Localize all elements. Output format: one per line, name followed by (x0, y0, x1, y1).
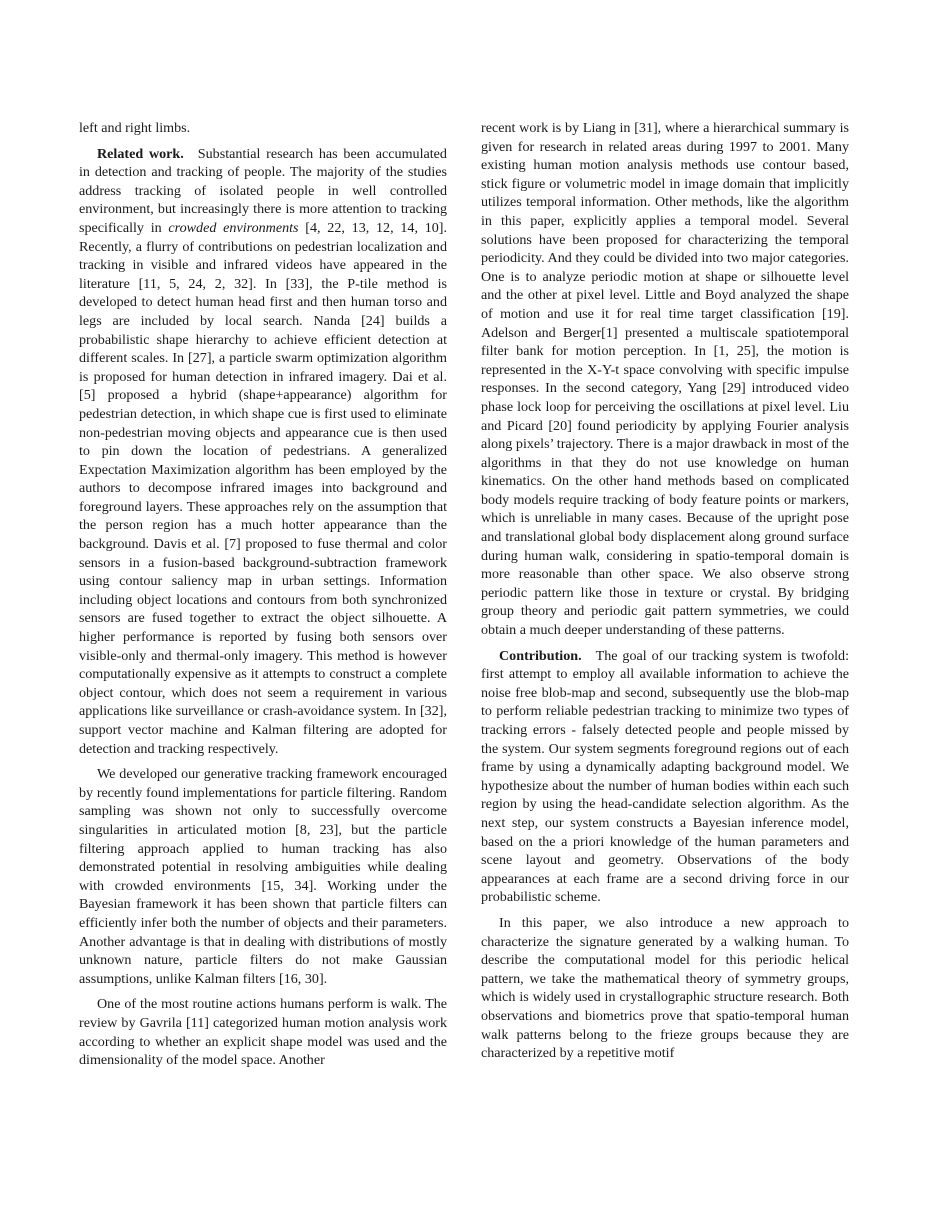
related-work-text-a: Substantial research has been accumulated in detection and tracking of people. The majority of the studies address tracking of isolated people in well controlled environment, but increasingly there is more attention to tracking specifically in (79, 145, 447, 236)
related-work-text-b: [4, 22, 13, 12, 14, 10]. Recently, a flurry of contributions on pedestrian localization and tracking in visible and infrared videos have appeared in the literature [11, 5, 24, 2, 32]. In [33], the P-tile method is developed to detect human head first and then human torso and legs are included by local search. Nanda [24] builds a probabilistic shape hierarchy to achieve efficient detection at different scales. In [27], a particle swarm optimization algorithm is proposed for human detection in infrared imagery. Dai et al. [5] proposed a hybrid (shape+appearance) algorithm for pedestrian detection, in which shape cue is first used to eliminate non-pedestrian moving objects and appearance cue is then used to pin down the location of pedestrians. A generalized Expectation Maximization algorithm has been employed by the authors to decompose infrared images into background and foreground layers. These approaches rely on the assumption that the person region has a much hotter appearance than the background. Davis et al. [7] proposed to fuse thermal and color sensors in a fusion-based background-subtraction framework using contour saliency map in urban settings. Information including object locations and contours from both synchronized sensors are fused together to extract the object silhouette. A higher performance is reported by fusing both sensors over visible-only and thermal-only imagery. This method is however computationally expensive as it attempts to construct a complete object contour, which does not seem a requirement in various applications like surveillance or crash-avoidance system. In [32], support vector machine and Kalman filtering are adopted for detection and tracking respectively. (79, 219, 448, 757)
left-column (79, 119, 447, 1077)
heading-related-work: Related work. (97, 145, 184, 162)
paragraph-contribution (481, 647, 849, 907)
related-work-emphasis: crowded environments (168, 219, 299, 236)
paragraph-motion-analysis: recent work is by Liang in [31], where a hierarchical summary is given for research in related areas during 1997 to 2001. Many existing human motion analysis methods use contour based, stick figure or volumetric model in image domain that implicitly utilizes temporal information. Other methods, like the algorithm in this paper, explicitly applies a temporal model. Several solutions have been proposed for characterizing the temporal periodicity. And they could be divided into two major categories. One is to analyze periodic motion at shape or silhouette level and the other at pixel level. Little and Boyd analyzed the shape of motion and use it for real time target classification [19]. Adelson and Berger[1] presented a multiscale spatiotemporal filter bank for motion perception. In [1, 25], the motion is represented in the X-Y-t space convolving with specific impulse responses. In the second category, Yang [29] introduced video phase lock loop for perceiving the oscillations at pixel level. Liu and Picard [20] found periodicity by applying Fourier analysis along pixels’ trajectory. There is a major drawback in most of the algorithms in that they do not use knowledge on human kinematics. On the other hand methods based on complicated body models require tracking of body feature points or markers, which is unreliable in many cases. Because of the upright pose and translational global body displacement along ground surface during human walk, considering in spatio-temporal domain is more reasonable than other space. We also observe strong periodic pattern like those in texture or crystal. By bridging group theory and periodic gait pattern symmetries, we could obtain a much deeper understanding of these patterns. (481, 120, 849, 639)
paragraph-symmetry-groups: In this paper, we also introduce a new approach to characterize the signature generated by a walking human. To describe the computational model for this periodic helical pattern, we take the mathematical theory of symmetry groups, which is widely used in crystallographic structure research. Both observations and biometrics prove that spatio-temporal human walk patterns belong to the frieze groups because they are characterized by a repetitive motif (481, 914, 849, 1062)
paragraph-particle-filtering: We developed our generative tracking framework encouraged by recently found implementations for particle filtering. Random sampling was shown not only to successfully overcome singularities in articulated motion [8, 23], but the particle filtering approach applied to human tracking has also demonstrated potential in resolving ambiguities while dealing with crowded environments [15, 34]. Working under the Bayesian framework it has been shown that particle filters can efficiently infer both the number of objects and their parameters. Another advantage is that in dealing with distributions of mostly unknown nature, particle filters do not make Gaussian assumptions, unlike Kalman filters [16, 30]. (79, 766, 447, 987)
paragraph-continued: left and right limbs. (79, 120, 191, 136)
contribution-text: The goal of our tracking system is twofold: first attempt to employ all available information to achieve the noise free blob-map and second, subsequently use the blob-map to perform reliable pedestrian tracking to minimize two types of tracking errors - falsely detected people and people missed by the system. Our system segments foreground regions out of each frame by using a dynamically adapting background model. We hypothesize about the number of human bodies within each such region by using the head-candidate selection algorithm. As the next step, our system constructs a Bayesian inference model, based on the a priori knowledge of the human parameters and scene layout and geometry. Observations of the body appearances at each frame are a second driving force in our probabilistic scheme. (481, 647, 849, 906)
paragraph-walk: One of the most routine actions humans perform is walk. The review by Gavrila [11] categorized human motion analysis work according to whether an explicit shape model was used and the dimensionality of the model space. Another (79, 996, 447, 1069)
paragraph-related-work (79, 145, 447, 759)
heading-contribution: Contribution. (499, 647, 582, 664)
right-column (481, 119, 849, 1070)
